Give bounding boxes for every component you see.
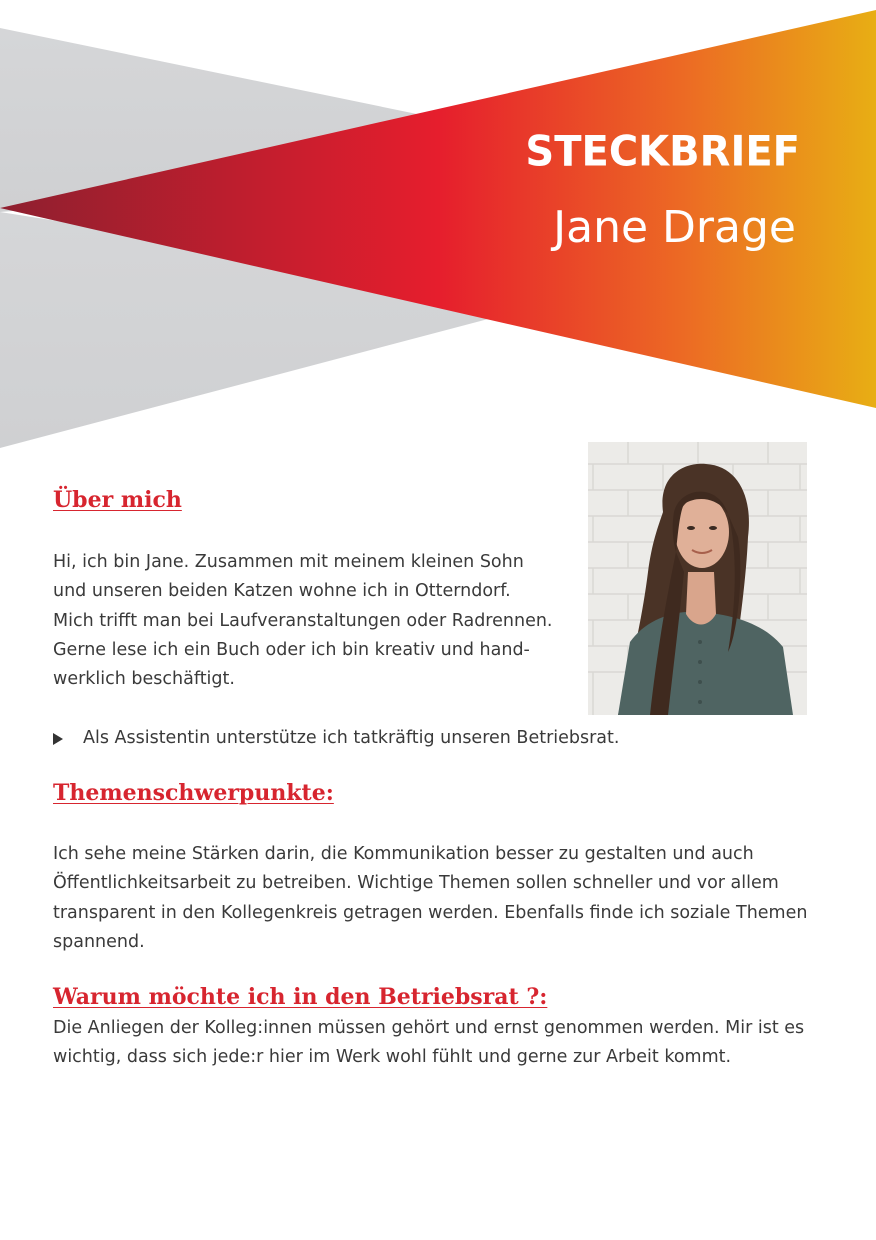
about-line: und unseren beiden Katzen wohne ich in Otterndorf. [53,581,511,602]
topics-line: spannend. [53,931,145,952]
person-name: Jane Drage [553,202,796,253]
about-line: Mich trifft man bei Laufveranstaltungen oder Radrennen. [53,610,553,631]
about-heading: Über mich [53,487,182,513]
document-type-title: STECKBRIEF [525,127,800,177]
topics-line: Öffentlichkeitsarbeit zu betreiben. Wichtige Themen sollen schneller und vor allem [53,873,779,894]
why-line: Die Anliegen der Kolleg:innen müssen gehört und ernst genommen werden. Mir ist es [53,1018,805,1038]
portrait-photo [588,442,807,715]
about-line: Hi, ich bin Jane. Zusammen mit meinem kleinen Sohn [53,552,524,572]
topics-heading: Themenschwerpunkte: [53,780,334,806]
about-line: werklich beschäftigt. [53,669,235,690]
topics-line: Ich sehe meine Stärken darin, die Kommunikation besser zu gestalten und auch [53,844,754,864]
why-line: wichtig, dass sich jede:r hier im Werk wohl fühlt und gerne zur Arbeit kommt. [53,1047,732,1068]
why-heading: Warum möchte ich in den Betriebsrat ?: [53,984,548,1010]
about-line: Gerne lese ich ein Buch oder ich bin kreativ und hand- [53,639,530,660]
about-bullet-text: Als Assistentin unterstütze ich tatkräftig unseren Betriebsrat. [83,728,620,748]
about-bullet-item [53,724,619,753]
bullet-triangle-icon [53,733,63,745]
topics-line: transparent in den Kollegenkreis getragen werden. Ebenfalls finde ich soziale Themen [53,902,808,923]
about-paragraph [53,548,553,694]
why-paragraph [53,1014,804,1073]
topics-paragraph [53,840,807,957]
portrait-photo-icon [588,442,807,715]
